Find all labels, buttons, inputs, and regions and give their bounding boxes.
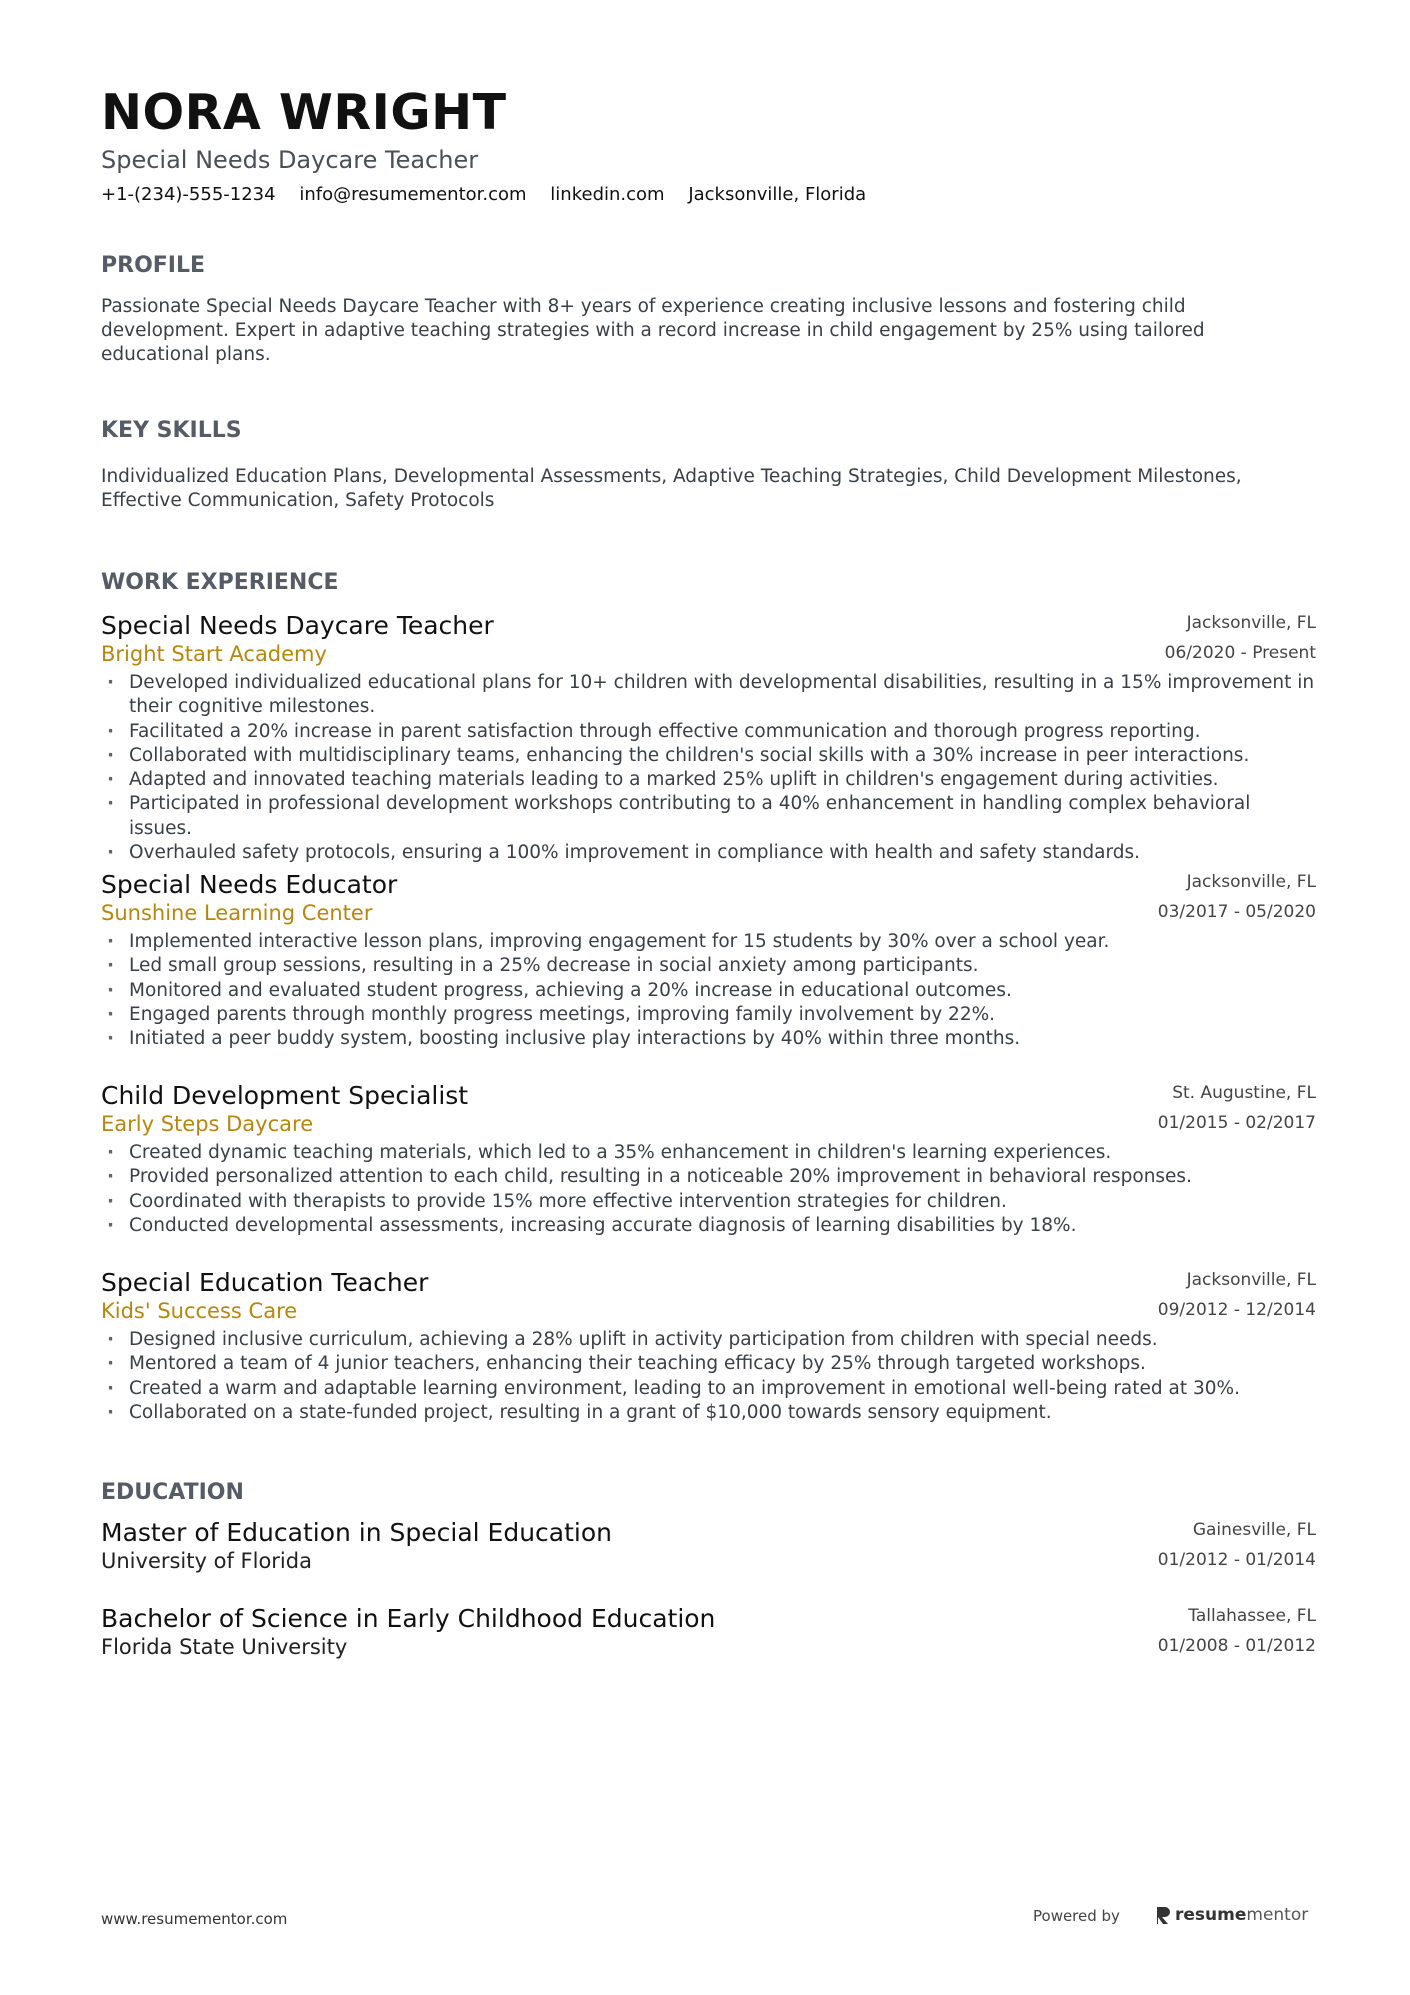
profile-text: Passionate Special Needs Daycare Teacher with 8+ years of experience creating inclusive lessons and fostering child development. Expert in adaptive teaching strategies with a record increase in child engagement by 25% using tailored educational plans.: [101, 296, 1205, 365]
job-location: Jacksonville, FL: [1186, 872, 1316, 892]
brand-light: mentor: [1246, 1905, 1309, 1925]
resumementor-logo[interactable]: [1155, 1903, 1308, 1927]
degree-title: Bachelor of Science in Early Childhood Education: [101, 1604, 716, 1633]
job-bullet: · Mentored a team of 4 junior teachers, enhancing their teaching efficacy by 25% through targeted workshops.: [101, 1352, 1316, 1376]
job-bullet: · Facilitated a 20% increase in parent satisfaction through effective communication and thorough progress reporting.: [101, 720, 1316, 744]
education-dates: 01/2012 - 01/2014: [1157, 1550, 1316, 1570]
job-bullet: · Collaborated on a state-funded project, resulting in a grant of $10,000 towards sensory equipment.: [101, 1401, 1316, 1425]
job-dates: 03/2017 - 05/2020: [1157, 902, 1316, 922]
school-name: Florida State University: [101, 1635, 348, 1659]
job-bullet: · Implemented interactive lesson plans, improving engagement for 15 students by 30% over a school year.: [101, 930, 1316, 954]
job-bullet: · Led small group sessions, resulting in a 25% decrease in social anxiety among participants.: [101, 954, 1316, 978]
job-bullet: · Designed inclusive curriculum, achieving a 28% uplift in activity participation from children with special needs.: [101, 1328, 1316, 1352]
job-dates: 09/2012 - 12/2014: [1157, 1300, 1316, 1320]
job-dates: 06/2020 - Present: [1164, 643, 1316, 663]
job-bullets: [101, 671, 1316, 865]
job-bullet: · Participated in professional development workshops contributing to a 40% enhancement in handling complex behavioral issues.: [101, 792, 1316, 841]
job-company: Early Steps Daycare: [101, 1112, 314, 1136]
skills-text: Individualized Education Plans, Developmental Assessments, Adaptive Teaching Strategies, Child Development Milestones, Effective Communication, Safety Protocols: [101, 466, 1242, 511]
education-location: Tallahassee, FL: [1188, 1606, 1316, 1626]
contact-phone: +1-(234)-555-1234: [101, 184, 276, 205]
job-bullet: · Initiated a peer buddy system, boosting inclusive play interactions by 40% within three months.: [101, 1027, 1316, 1051]
job-bullet: · Provided personalized attention to each child, resulting in a noticeable 20% improvement in behavioral responses.: [101, 1165, 1316, 1189]
job-title: Special Needs Educator: [101, 870, 398, 899]
job-bullets: [101, 1328, 1316, 1425]
job-company: Sunshine Learning Center: [101, 901, 373, 925]
brand-name: [1175, 1905, 1308, 1925]
job-bullets: [101, 1141, 1316, 1238]
job-company: Bright Start Academy: [101, 642, 327, 666]
candidate-title: Special Needs Daycare Teacher: [101, 146, 479, 174]
job-location: St. Augustine, FL: [1172, 1083, 1316, 1103]
degree-title: Master of Education in Special Education: [101, 1518, 612, 1547]
job-bullet: · Overhauled safety protocols, ensuring a 100% improvement in compliance with health and safety standards.: [101, 841, 1316, 865]
school-name: University of Florida: [101, 1549, 312, 1573]
job-title: Child Development Specialist: [101, 1081, 469, 1110]
job-bullet: · Developed individualized educational plans for 10+ children with developmental disabilities, resulting in a 15% improvement in their cognitive milestones.: [101, 671, 1316, 720]
contact-linkedin[interactable]: linkedin.com: [550, 184, 665, 205]
logo-icon: [1155, 1905, 1171, 1925]
job-bullet: · Created dynamic teaching materials, which led to a 35% enhancement in children's learning experiences.: [101, 1141, 1316, 1165]
experience-heading: WORK EXPERIENCE: [101, 570, 339, 595]
contact-line: [101, 184, 884, 205]
job-title: Special Education Teacher: [101, 1268, 429, 1297]
candidate-name: NORA WRIGHT: [101, 84, 507, 141]
job-bullet: · Engaged parents through monthly progress meetings, improving family involvement by 22%.: [101, 1003, 1316, 1027]
job-bullet: · Created a warm and adaptable learning environment, leading to an improvement in emotional well-being rated at 30%.: [101, 1377, 1316, 1401]
job-bullets: [101, 930, 1316, 1051]
job-bullet: · Collaborated with multidisciplinary teams, enhancing the children's social skills with a 30% increase in peer interactions.: [101, 744, 1316, 768]
skills-heading: KEY SKILLS: [101, 418, 242, 443]
contact-email[interactable]: info@resumementor.com: [299, 184, 527, 205]
brand-bold: resume: [1175, 1905, 1247, 1925]
education-dates: 01/2008 - 01/2012: [1157, 1636, 1316, 1656]
job-location: Jacksonville, FL: [1186, 1270, 1316, 1290]
job-dates: 01/2015 - 02/2017: [1157, 1113, 1316, 1133]
job-title: Special Needs Daycare Teacher: [101, 611, 494, 640]
footer-url[interactable]: www.resumementor.com: [101, 1910, 288, 1928]
job-company: Kids' Success Care: [101, 1299, 298, 1323]
contact-location: Jacksonville, Florida: [688, 184, 867, 205]
job-bullet: · Conducted developmental assessments, increasing accurate diagnosis of learning disabilities by 18%.: [101, 1214, 1316, 1238]
job-bullet: · Adapted and innovated teaching materials leading to a marked 25% uplift in children's engagement during activities.: [101, 768, 1316, 792]
education-heading: EDUCATION: [101, 1480, 244, 1505]
job-location: Jacksonville, FL: [1186, 613, 1316, 633]
powered-by-label: Powered by: [1033, 1907, 1120, 1925]
education-location: Gainesville, FL: [1192, 1520, 1316, 1540]
job-bullet: · Coordinated with therapists to provide 15% more effective intervention strategies for children.: [101, 1190, 1316, 1214]
job-bullet: · Monitored and evaluated student progress, achieving a 20% increase in educational outcomes.: [101, 979, 1316, 1003]
profile-heading: PROFILE: [101, 253, 206, 278]
